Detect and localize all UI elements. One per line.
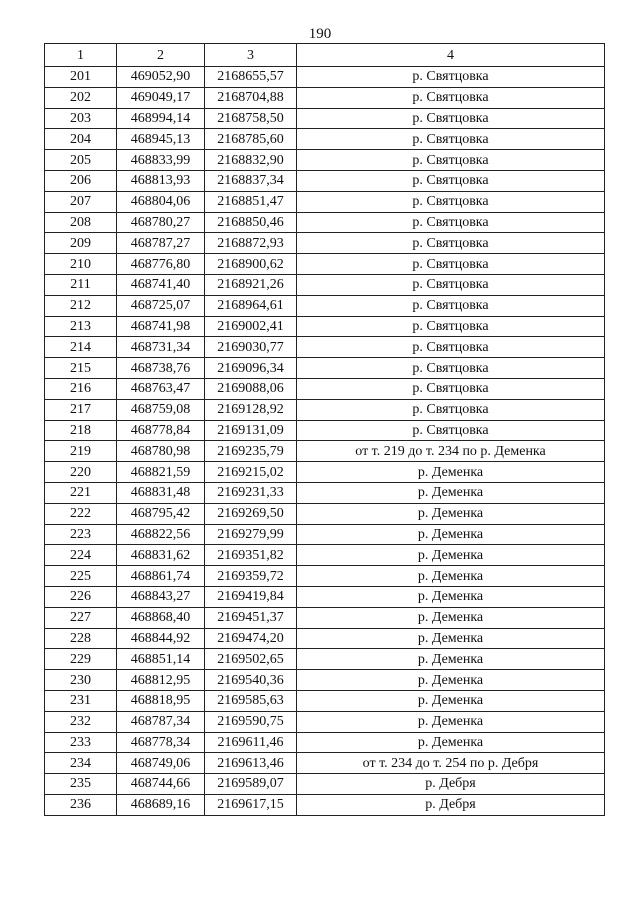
- point-number-cell: 212: [45, 295, 117, 316]
- table-row: [45, 191, 605, 212]
- point-number-cell: 230: [45, 670, 117, 691]
- description-cell: р. Деменка: [297, 628, 605, 649]
- table-row: [45, 108, 605, 129]
- table-row: [45, 566, 605, 587]
- y-coordinate-cell: 2168921,26: [205, 274, 297, 295]
- x-coordinate-cell: 468780,27: [117, 212, 205, 233]
- y-coordinate-cell: 2168655,57: [205, 67, 297, 88]
- x-coordinate-cell: 468822,56: [117, 524, 205, 545]
- y-coordinate-cell: 2169002,41: [205, 316, 297, 337]
- table-row: [45, 441, 605, 462]
- y-coordinate-cell: 2169585,63: [205, 690, 297, 711]
- description-cell: р. Деменка: [297, 607, 605, 628]
- table-row: [45, 524, 605, 545]
- description-cell: р. Деменка: [297, 524, 605, 545]
- description-cell: р. Святцовка: [297, 358, 605, 379]
- table-row: [45, 399, 605, 420]
- x-coordinate-cell: 468744,66: [117, 774, 205, 795]
- point-number-cell: 231: [45, 690, 117, 711]
- description-cell: р. Святцовка: [297, 108, 605, 129]
- table-row: [45, 170, 605, 191]
- table-row: [45, 628, 605, 649]
- description-cell: р. Святцовка: [297, 378, 605, 399]
- y-coordinate-cell: 2168900,62: [205, 254, 297, 275]
- point-number-cell: 213: [45, 316, 117, 337]
- y-coordinate-cell: 2168837,34: [205, 170, 297, 191]
- table-header-row: [45, 44, 605, 67]
- x-coordinate-cell: 468776,80: [117, 254, 205, 275]
- y-coordinate-cell: 2169088,06: [205, 378, 297, 399]
- table-row: [45, 774, 605, 795]
- table-row: [45, 794, 605, 815]
- description-cell: р. Святцовка: [297, 337, 605, 358]
- x-coordinate-cell: 468741,98: [117, 316, 205, 337]
- description-cell: от т. 234 до т. 254 по р. Дебря: [297, 753, 605, 774]
- point-number-cell: 223: [45, 524, 117, 545]
- y-coordinate-cell: 2168964,61: [205, 295, 297, 316]
- description-cell: р. Деменка: [297, 462, 605, 483]
- y-coordinate-cell: 2169359,72: [205, 566, 297, 587]
- description-cell: р. Деменка: [297, 690, 605, 711]
- description-cell: от т. 219 до т. 234 по р. Деменка: [297, 441, 605, 462]
- y-coordinate-cell: 2169419,84: [205, 586, 297, 607]
- description-cell: р. Деменка: [297, 586, 605, 607]
- point-number-cell: 219: [45, 441, 117, 462]
- description-cell: р. Святцовка: [297, 295, 605, 316]
- y-coordinate-cell: 2168851,47: [205, 191, 297, 212]
- point-number-cell: 220: [45, 462, 117, 483]
- x-coordinate-cell: 468778,84: [117, 420, 205, 441]
- x-coordinate-cell: 468868,40: [117, 607, 205, 628]
- table-row: [45, 358, 605, 379]
- point-number-cell: 232: [45, 711, 117, 732]
- x-coordinate-cell: 468844,92: [117, 628, 205, 649]
- point-number-cell: 218: [45, 420, 117, 441]
- table-row: [45, 254, 605, 275]
- description-cell: р. Святцовка: [297, 129, 605, 150]
- description-cell: р. Деменка: [297, 482, 605, 503]
- table-row: [45, 378, 605, 399]
- point-number-cell: 236: [45, 794, 117, 815]
- y-coordinate-cell: 2169540,36: [205, 670, 297, 691]
- point-number-cell: 235: [45, 774, 117, 795]
- point-number-cell: 226: [45, 586, 117, 607]
- y-coordinate-cell: 2169269,50: [205, 503, 297, 524]
- y-coordinate-cell: 2169474,20: [205, 628, 297, 649]
- table-row: [45, 503, 605, 524]
- y-coordinate-cell: 2169235,79: [205, 441, 297, 462]
- x-coordinate-cell: 468741,40: [117, 274, 205, 295]
- description-cell: р. Деменка: [297, 566, 605, 587]
- x-coordinate-cell: 468795,42: [117, 503, 205, 524]
- x-coordinate-cell: 468731,34: [117, 337, 205, 358]
- description-cell: р. Дебря: [297, 774, 605, 795]
- point-number-cell: 206: [45, 170, 117, 191]
- table-row: [45, 420, 605, 441]
- y-coordinate-cell: 2169351,82: [205, 545, 297, 566]
- description-cell: р. Дебря: [297, 794, 605, 815]
- point-number-cell: 217: [45, 399, 117, 420]
- y-coordinate-cell: 2168785,60: [205, 129, 297, 150]
- point-number-cell: 201: [45, 67, 117, 88]
- x-coordinate-cell: 468725,07: [117, 295, 205, 316]
- point-number-cell: 234: [45, 753, 117, 774]
- x-coordinate-cell: 468861,74: [117, 566, 205, 587]
- y-coordinate-cell: 2168850,46: [205, 212, 297, 233]
- x-coordinate-cell: 469052,90: [117, 67, 205, 88]
- description-cell: р. Святцовка: [297, 212, 605, 233]
- x-coordinate-cell: 468812,95: [117, 670, 205, 691]
- x-coordinate-cell: 468759,08: [117, 399, 205, 420]
- x-coordinate-cell: 468738,76: [117, 358, 205, 379]
- x-coordinate-cell: 468831,62: [117, 545, 205, 566]
- table-row: [45, 129, 605, 150]
- table-row: [45, 337, 605, 358]
- column-header-1: 1: [45, 44, 117, 67]
- table-row: [45, 690, 605, 711]
- x-coordinate-cell: 468831,48: [117, 482, 205, 503]
- y-coordinate-cell: 2169279,99: [205, 524, 297, 545]
- point-number-cell: 208: [45, 212, 117, 233]
- description-cell: р. Святцовка: [297, 170, 605, 191]
- column-header-4: 4: [297, 44, 605, 67]
- description-cell: р. Святцовка: [297, 316, 605, 337]
- table-row: [45, 753, 605, 774]
- point-number-cell: 205: [45, 150, 117, 171]
- x-coordinate-cell: 468763,47: [117, 378, 205, 399]
- table-row: [45, 150, 605, 171]
- point-number-cell: 233: [45, 732, 117, 753]
- description-cell: р. Святцовка: [297, 420, 605, 441]
- x-coordinate-cell: 468821,59: [117, 462, 205, 483]
- y-coordinate-cell: 2168704,88: [205, 87, 297, 108]
- point-number-cell: 202: [45, 87, 117, 108]
- description-cell: р. Деменка: [297, 732, 605, 753]
- y-coordinate-cell: 2169451,37: [205, 607, 297, 628]
- x-coordinate-cell: 468833,99: [117, 150, 205, 171]
- table-row: [45, 732, 605, 753]
- x-coordinate-cell: 468778,34: [117, 732, 205, 753]
- point-number-cell: 209: [45, 233, 117, 254]
- point-number-cell: 214: [45, 337, 117, 358]
- page-number: 190: [308, 26, 332, 42]
- table-row: [45, 649, 605, 670]
- y-coordinate-cell: 2168872,93: [205, 233, 297, 254]
- description-cell: р. Деменка: [297, 670, 605, 691]
- x-coordinate-cell: 468787,27: [117, 233, 205, 254]
- y-coordinate-cell: 2169613,46: [205, 753, 297, 774]
- point-number-cell: 227: [45, 607, 117, 628]
- y-coordinate-cell: 2168832,90: [205, 150, 297, 171]
- point-number-cell: 204: [45, 129, 117, 150]
- description-cell: р. Деменка: [297, 711, 605, 732]
- x-coordinate-cell: 468780,98: [117, 441, 205, 462]
- y-coordinate-cell: 2169131,09: [205, 420, 297, 441]
- description-cell: р. Святцовка: [297, 67, 605, 88]
- x-coordinate-cell: 468689,16: [117, 794, 205, 815]
- column-header-2: 2: [117, 44, 205, 67]
- point-number-cell: 215: [45, 358, 117, 379]
- coordinates-table: [44, 43, 605, 816]
- table-row: [45, 212, 605, 233]
- x-coordinate-cell: 468749,06: [117, 753, 205, 774]
- point-number-cell: 222: [45, 503, 117, 524]
- x-coordinate-cell: 468818,95: [117, 690, 205, 711]
- y-coordinate-cell: 2169128,92: [205, 399, 297, 420]
- y-coordinate-cell: 2169617,15: [205, 794, 297, 815]
- point-number-cell: 225: [45, 566, 117, 587]
- point-number-cell: 224: [45, 545, 117, 566]
- x-coordinate-cell: 468787,34: [117, 711, 205, 732]
- table-row: [45, 274, 605, 295]
- description-cell: р. Святцовка: [297, 399, 605, 420]
- point-number-cell: 207: [45, 191, 117, 212]
- table-row: [45, 462, 605, 483]
- y-coordinate-cell: 2169611,46: [205, 732, 297, 753]
- y-coordinate-cell: 2169231,33: [205, 482, 297, 503]
- point-number-cell: 216: [45, 378, 117, 399]
- y-coordinate-cell: 2169589,07: [205, 774, 297, 795]
- y-coordinate-cell: 2168758,50: [205, 108, 297, 129]
- y-coordinate-cell: 2169590,75: [205, 711, 297, 732]
- y-coordinate-cell: 2169215,02: [205, 462, 297, 483]
- description-cell: р. Святцовка: [297, 87, 605, 108]
- table-row: [45, 316, 605, 337]
- description-cell: р. Святцовка: [297, 233, 605, 254]
- x-coordinate-cell: 468851,14: [117, 649, 205, 670]
- table-row: [45, 607, 605, 628]
- table-row: [45, 233, 605, 254]
- point-number-cell: 211: [45, 274, 117, 295]
- point-number-cell: 203: [45, 108, 117, 129]
- x-coordinate-cell: 468994,14: [117, 108, 205, 129]
- description-cell: р. Святцовка: [297, 150, 605, 171]
- point-number-cell: 229: [45, 649, 117, 670]
- table-row: [45, 670, 605, 691]
- y-coordinate-cell: 2169502,65: [205, 649, 297, 670]
- table-body: [45, 67, 605, 816]
- x-coordinate-cell: 468843,27: [117, 586, 205, 607]
- y-coordinate-cell: 2169030,77: [205, 337, 297, 358]
- x-coordinate-cell: 468945,13: [117, 129, 205, 150]
- table-row: [45, 482, 605, 503]
- point-number-cell: 210: [45, 254, 117, 275]
- table-row: [45, 711, 605, 732]
- description-cell: р. Деменка: [297, 503, 605, 524]
- description-cell: р. Святцовка: [297, 254, 605, 275]
- description-cell: р. Святцовка: [297, 274, 605, 295]
- table-row: [45, 545, 605, 566]
- x-coordinate-cell: 468804,06: [117, 191, 205, 212]
- description-cell: р. Деменка: [297, 545, 605, 566]
- table-row: [45, 586, 605, 607]
- point-number-cell: 221: [45, 482, 117, 503]
- x-coordinate-cell: 468813,93: [117, 170, 205, 191]
- description-cell: р. Деменка: [297, 649, 605, 670]
- point-number-cell: 228: [45, 628, 117, 649]
- x-coordinate-cell: 469049,17: [117, 87, 205, 108]
- y-coordinate-cell: 2169096,34: [205, 358, 297, 379]
- table-row: [45, 87, 605, 108]
- table-row: [45, 67, 605, 88]
- table-row: [45, 295, 605, 316]
- column-header-3: 3: [205, 44, 297, 67]
- description-cell: р. Святцовка: [297, 191, 605, 212]
